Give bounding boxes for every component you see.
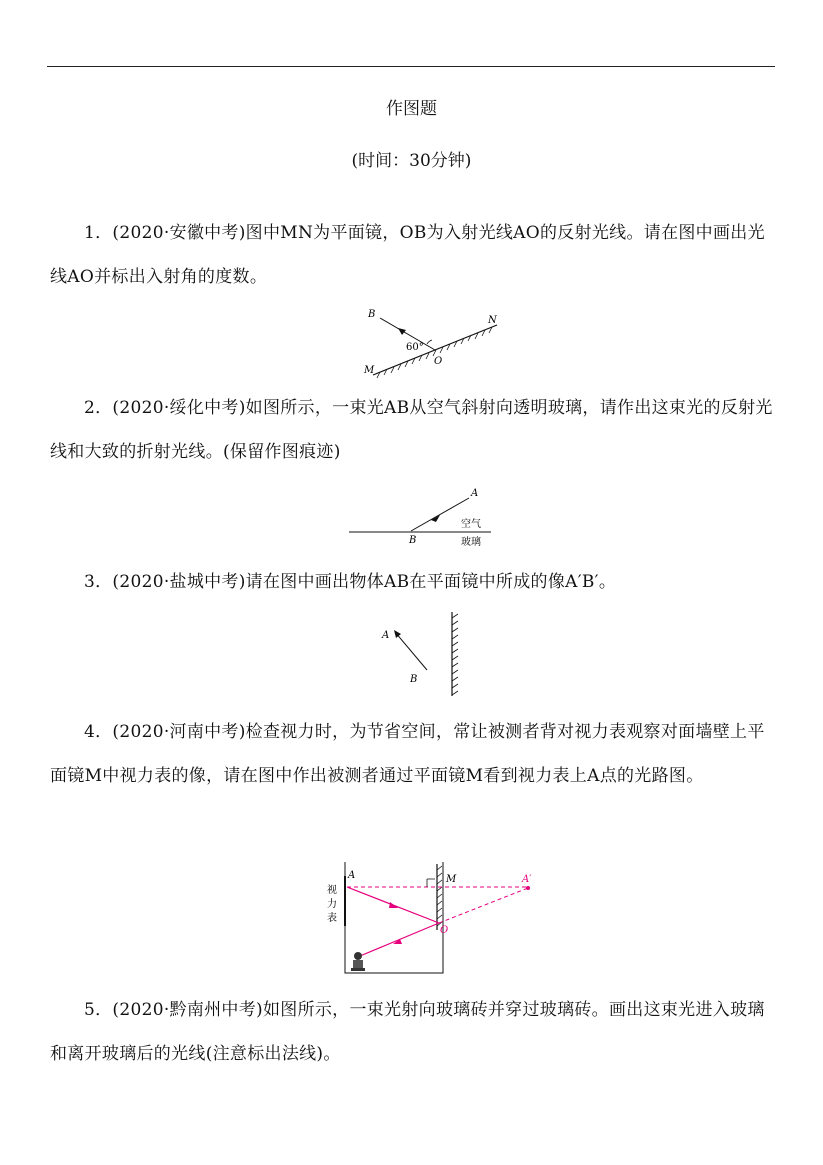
question-4 (50, 710, 774, 798)
incident-arrow (389, 902, 398, 908)
figure-2-glass (345, 484, 495, 550)
label-m: M (364, 365, 375, 376)
label-b: B (410, 674, 418, 685)
question-text: 检查视力时，为节省空间，常让被测者背对视力表观察对面墙壁上平面镜M中视力表的像，请在图中作出被测者通过平面镜M看到视力表上A点的光路图。 (50, 722, 765, 786)
page-title: 作图题 (386, 99, 437, 119)
chart-label-3: 表 (327, 913, 337, 924)
time-limit: (时间：30分钟) (351, 151, 472, 171)
right-angle-mark (427, 879, 435, 887)
label-n: N (488, 315, 497, 326)
mirror-hatching (377, 327, 492, 378)
question-number: 2． (84, 398, 113, 418)
question-5 (50, 988, 774, 1076)
angle-label: 60° (406, 342, 424, 353)
label-a: A (471, 488, 479, 499)
angle-arc (427, 340, 432, 344)
label-a-prime: A′ (522, 874, 532, 885)
label-o: O (440, 925, 449, 936)
label-glass: 玻璃 (461, 537, 481, 548)
object-arrowhead (394, 630, 401, 638)
question-note: (注意标出法线) (205, 1044, 324, 1064)
object-ab (395, 632, 427, 670)
header-rule (47, 66, 775, 67)
question-text: 如图所示，一束光AB从空气斜射向透明玻璃，请作出这束光的反射光线和大致的折射光线。 (50, 398, 773, 462)
label-o: O (434, 356, 443, 367)
label-b: B (368, 309, 376, 320)
question-number: 3． (84, 572, 113, 592)
mirror-hatching (452, 614, 458, 695)
label-air: 空气 (461, 519, 481, 530)
label-b: B (409, 535, 417, 546)
question-source: (2020·绥化中考) (112, 398, 246, 418)
question-source: (2020·盐城中考) (112, 572, 246, 592)
question-end: 。 (323, 1044, 341, 1064)
chart-label-1: 视 (327, 885, 337, 896)
question-text: 如图所示，一束光射向玻璃砖并穿过玻璃砖。画出这束光进入玻璃和离开玻璃后的光线 (50, 1000, 765, 1064)
question-number: 4． (84, 722, 113, 742)
question-3 (50, 560, 774, 604)
image-point (526, 886, 530, 890)
question-source: (2020·河南中考) (112, 722, 246, 742)
question-number: 1． (84, 223, 113, 243)
label-a: A (382, 630, 390, 641)
figure-1-mirror (360, 308, 510, 380)
question-text: 请在图中画出物体AB在平面镜中所成的像A′B′。 (245, 572, 617, 592)
question-note: (保留作图痕迹) (223, 442, 341, 462)
figure-4-vision-test (320, 860, 545, 978)
question-source: (2020·安徽中考) (112, 223, 246, 243)
question-number: 5． (84, 1000, 113, 1020)
label-a: A (348, 870, 356, 881)
chart-label-2: 力 (327, 899, 337, 910)
figure-3-mirror (375, 610, 465, 700)
label-m: M (446, 874, 457, 885)
dashed-extension (439, 888, 528, 923)
question-2 (50, 386, 774, 474)
mirror-hatching (437, 866, 442, 926)
question-source: (2020·黔南州中考) (112, 1000, 263, 1020)
question-text: 图中MN为平面镜，OB为入射光线AO的反射光线。请在图中画出光线AO并标出入射角的度数。 (50, 223, 765, 287)
ray-arrow (398, 328, 406, 335)
question-1 (50, 211, 774, 299)
